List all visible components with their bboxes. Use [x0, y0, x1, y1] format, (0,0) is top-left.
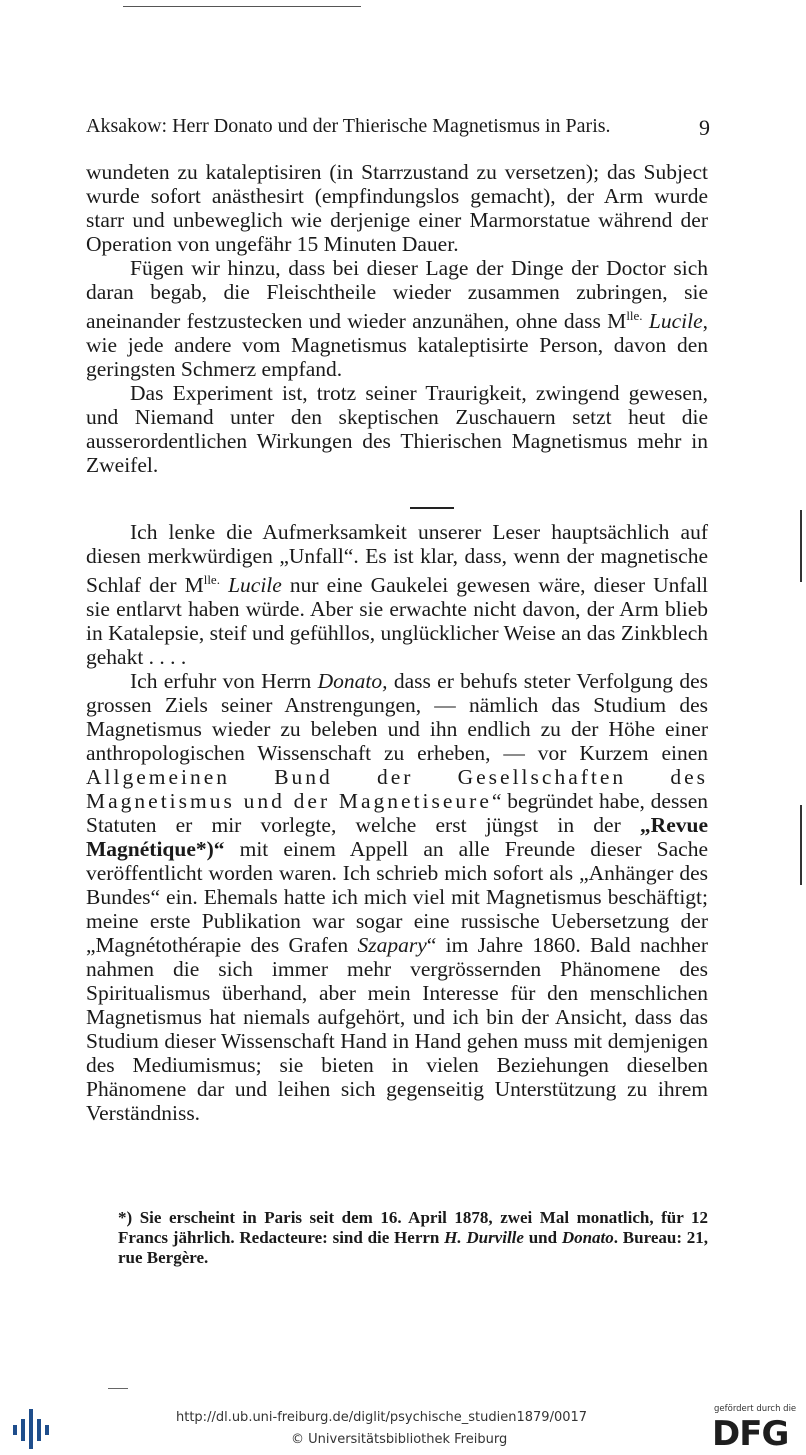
running-title: Aksakow: Herr Donato und der Thierische Magnetismus in Paris. — [86, 115, 611, 137]
paragraph-4: Ich lenke die Aufmerksamkeit unserer Leser hauptsächlich auf diesen merkwürdigen „Unfall“. Es ist klar, dass, wenn der magnetische Schlaf der $M^{lle.}$ Lucile nur eine Gaukelei gewesen wäre, dieser Unfall sie entlarvt haben würde. Aber sie erwachte nicht davon, der Arm blieb in Katalepsie, steif und gefühllos, unglücklicher Weise an das Zinkblech gehakt . . . . — [86, 520, 709, 670]
name-lucile: Lucile — [648, 309, 703, 334]
paragraph-5: Ich erfuhr von Herrn Donato, dass er behufs steter Verfolgung des grossen Ziels seiner Anstrengungen, — nämlich das Studium des Magnetismus wieder zu beleben und ihn endlich zu der Höhe einer anthropologischen Wissenschaft zu erheben, — vor Kurzem einen Allgemeinen Bund der Gesellschaften des Magnetismus und der Magnetiseure“ begründet habe, dessen Statuten er mir vorlegte, welche erst jüngst in der „Revue Magnétique*)“ mit einem Appell an alle Freunde dieser Sache veröffentlicht worden waren. Ich schrieb mich sofort als „Anhänger des Bundes“ ein. Ehemals hatte ich mich viel mit Magnetismus beschäftigt; meine erste Publikation war sogar eine russische Uebersetzung der „Magnétothérapie des Grafen Szapary“ im Jahre 1860. Bald nachher nahmen die sich immer mehr vergrössernden Phänomene des Spiritualismus überhand, aber mein Interesse für den menschlichen Magnetismus hat niemals aufgehört, und ich bin der Ansicht, dass das Studium dieser Wissenschaft Hand in Hand gehen muss mit demjenigen des Mediumismus; sie bieten in vielen Beziehungen dieselben Phänomene dar und leihen sich gegenseitig Unterstützung zu ihrem Verständniss. — [86, 669, 708, 1126]
dfg-logo-icon — [710, 1404, 800, 1454]
text-block-top — [86, 160, 708, 477]
spaced-title: Allgemeinen Bund der Gesellschaften des Magnetismus und der Magnetiseure — [86, 765, 708, 814]
library-logo-icon — [10, 1405, 52, 1451]
running-header — [86, 115, 710, 138]
name-donato: Donato — [561, 1228, 614, 1247]
page-number: 9 — [699, 115, 710, 140]
footnote: *) Sie erscheint in Paris seit dem 16. April 1878, zwei Mal monatlich, für 12 Francs jährlich. Redacteure: sind die Herrn H. Durville und Donato. Bureau: 21, rue Bergère. — [118, 1208, 708, 1267]
dfg-caption: gefördert durch die — [714, 1404, 797, 1414]
copyright-text: © Universitätsbibliothek Freiburg — [291, 1432, 508, 1447]
footer-bar — [0, 1402, 806, 1455]
source-url[interactable]: http://dl.ub.uni-freiburg.de/diglit/psychische_studien1879/0017 — [176, 1410, 588, 1425]
margin-mark — [800, 510, 802, 582]
bottom-rule — [108, 1388, 128, 1389]
paragraph-3: Das Experiment ist, trotz seiner Traurigkeit, zwingend gewesen, und Niemand unter den skeptischen Zuschauern setzt heut die ausserordentlichen Wirkungen des Thierischen Magnetismus mehr in Zweifel. — [86, 381, 708, 478]
name-durville: H. Durville — [444, 1228, 524, 1247]
name-szapary: Szapary — [357, 933, 427, 958]
text-block-bottom — [86, 520, 708, 1125]
dfg-wordmark: DFG — [712, 1414, 789, 1454]
name-donato: Donato, — [317, 669, 388, 694]
paragraph-1: wundeten zu kataleptisiren (in Starrzustand zu versetzen); das Subject wurde sofort anästhesirt (empfindungslos gemacht), der Arm wurde starr und unbeweglich wie derjenige einer Marmorstatue während der Operation von ungefähr 15 Minuten Dauer. — [86, 160, 708, 256]
margin-mark — [800, 805, 802, 885]
name-lucile: Lucile — [228, 573, 282, 598]
section-separator — [410, 507, 454, 509]
paragraph-2: Fügen wir hinzu, dass bei dieser Lage der Dinge der Doctor sich daran begab, die Fleischtheile wieder zusammen zubringen, sie aneinander festzustecken und wieder anzunähen, ohne dass $M^{lle.}$ Lucile, wie jede andere vom Magnetismus kataleptisirte Person, davon den geringsten Schmerz empfand. — [86, 256, 709, 382]
revue-title: „Revue Magnétique*)“ — [86, 813, 708, 862]
top-rule — [123, 6, 361, 7]
